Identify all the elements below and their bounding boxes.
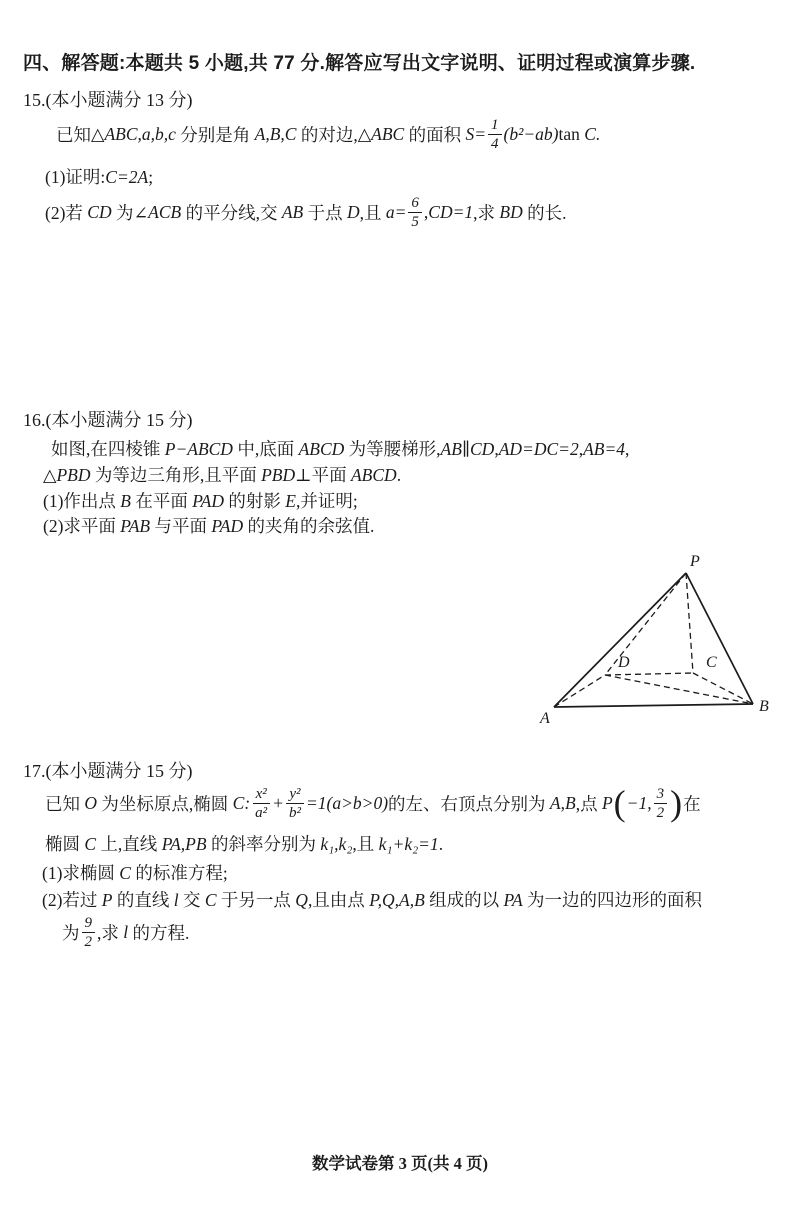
math-run: PBD xyxy=(261,465,296,485)
text-run: 如图,在四棱锥 xyxy=(51,439,165,459)
text-run: 椭圆 xyxy=(45,834,85,854)
text-run: 的左、右顶点分别为 xyxy=(388,793,550,814)
math-run: PAD xyxy=(211,516,244,536)
text-run: 中,底面 xyxy=(232,439,299,459)
text-run: ,点 xyxy=(575,793,602,814)
math-run: ACB xyxy=(148,201,182,222)
math-run: ABCD xyxy=(350,465,397,485)
text-run: (2)求平面 xyxy=(43,516,121,536)
problem-16-part2 xyxy=(43,513,374,538)
text-run: (1)求椭圆 xyxy=(42,863,120,883)
text-run: 已知 xyxy=(56,124,91,145)
math-run: a= xyxy=(385,201,407,222)
math-run: Q xyxy=(295,890,308,910)
text-run: 于另一点 xyxy=(216,890,296,910)
math-run: =1(a>b>0) xyxy=(305,792,389,813)
math-run: BD xyxy=(499,201,523,222)
text-run: 组成的以 xyxy=(424,890,504,910)
text-run: ,求 xyxy=(473,202,500,223)
math-run: AB∥CD xyxy=(440,439,495,459)
math-run: O xyxy=(84,792,98,813)
text-run: 的直线 xyxy=(112,890,174,910)
text-run: . xyxy=(396,465,402,485)
math-run: A,B xyxy=(549,792,576,813)
text-run: 与平面 xyxy=(150,516,212,536)
fraction xyxy=(252,785,270,822)
fraction-numerator: 3 xyxy=(654,785,668,804)
text-run: (2)若 xyxy=(45,202,88,223)
text-run: 已知 xyxy=(45,793,85,814)
math-run: C. xyxy=(584,123,601,144)
vertex-label-C: C xyxy=(706,654,717,671)
problem-16-heading: 16.(本小题满分 15 分) xyxy=(23,410,193,430)
vertex-label-D: D xyxy=(618,654,630,671)
problem-15-given xyxy=(56,110,600,158)
problem-17-part2 xyxy=(42,887,702,912)
text-run: 在 xyxy=(683,793,701,814)
math-run: (b²−ab) xyxy=(503,123,559,144)
text-run: , xyxy=(578,439,584,459)
page-footer: 数学试卷第 3 页(共 4 页) xyxy=(312,1154,488,1173)
text-run: 在平面 xyxy=(130,491,193,511)
pyramid-figure xyxy=(532,549,782,731)
section-header: 四、解答题:本题共 5 小题,共 77 分.解答应写出文字说明、证明过程或演算步骤. xyxy=(23,53,696,74)
math-run: AB=4 xyxy=(583,439,626,459)
math-run: C=2A xyxy=(105,167,149,187)
math-run: P xyxy=(601,792,613,813)
text-run: 的平分线,交 xyxy=(181,202,282,223)
math-run: PA,PB xyxy=(161,834,207,854)
text-run: 为一边的四边形的面积 xyxy=(522,890,703,910)
problem-17-given-2 xyxy=(45,831,443,856)
problem-17-part1 xyxy=(42,860,228,885)
problem-16-given-1 xyxy=(51,436,629,461)
fraction xyxy=(654,785,668,822)
text-run: 的对边, xyxy=(296,124,358,145)
text-run: , xyxy=(494,439,499,459)
math-run: P−ABCD xyxy=(164,439,233,459)
math-run: △ABC xyxy=(357,123,405,144)
text-run: 的射影 xyxy=(224,491,286,511)
text-run: 的标准方程; xyxy=(130,863,228,883)
text-run: 的方程. xyxy=(128,922,190,943)
math-run: −1, xyxy=(626,792,652,813)
vertex-label-B: B xyxy=(759,698,769,715)
text-run: 分别是角 xyxy=(175,124,255,145)
text-run: ,且由点 xyxy=(307,890,370,910)
fraction-denominator: a² xyxy=(255,804,268,821)
math-function: tan xyxy=(558,123,585,144)
problem-15-part2 xyxy=(45,188,567,236)
text-run: 为等腰梯形, xyxy=(344,439,441,459)
math-run: B xyxy=(120,491,131,511)
math-run: AD=DC=2 xyxy=(498,439,579,459)
fraction xyxy=(488,116,502,153)
edge-CB xyxy=(693,673,753,704)
fraction xyxy=(408,194,422,231)
text-run: 交 xyxy=(178,890,205,910)
fraction-denominator: 2 xyxy=(84,933,92,950)
text-run: ,且 xyxy=(352,834,379,854)
math-run: l xyxy=(123,921,129,942)
text-run: ,并证明; xyxy=(295,491,358,511)
text-run: , xyxy=(625,439,630,459)
math-run: k₁+k₂=1 xyxy=(378,834,439,854)
fraction-denominator: 2 xyxy=(656,804,665,821)
math-run: P xyxy=(101,890,113,910)
text-run: (1)证明: xyxy=(45,167,106,187)
fraction-numerator: x² xyxy=(253,785,270,804)
text-run: 为坐标原点,椭圆 xyxy=(97,793,233,814)
math-run: S= xyxy=(465,123,487,144)
fraction-denominator: 5 xyxy=(411,213,419,230)
problem-17-given-1: 已知 O 为坐标原点,椭圆 C: $\frac{\text{x²}}{\text{a²}}$ + $\frac{\text{y²}}{\text{b²}}$ =1(a>b>0) 的左、右顶点分别为 A,B ,点 P ( −1, $\frac{3}{2}$ ) 在 xyxy=(45,783,701,823)
fraction-numerator: y² xyxy=(286,785,303,804)
problem-15-heading: 15.(本小题满分 13 分) xyxy=(23,90,193,110)
text-run: 于点 xyxy=(303,202,347,223)
fraction xyxy=(286,785,304,822)
fraction-denominator: b² xyxy=(288,804,301,821)
text-run: ,且 xyxy=(359,202,386,223)
fraction-numerator: 6 xyxy=(408,194,422,213)
math-run: C xyxy=(119,863,131,883)
problem-15-part1 xyxy=(45,164,153,189)
math-run: E xyxy=(285,491,296,511)
math-run: CD=1 xyxy=(428,201,474,222)
math-run: CD xyxy=(87,201,112,222)
math-run: D xyxy=(346,201,360,222)
text-run: 为等边三角形,且平面 xyxy=(90,465,262,485)
fraction-numerator: 1 xyxy=(488,116,502,135)
edge-PB xyxy=(686,573,753,704)
text-run: 上,直线 xyxy=(96,834,162,854)
text-run: . xyxy=(438,834,444,854)
edge-PC xyxy=(686,573,693,673)
edge-AD xyxy=(554,675,605,707)
math-run: + xyxy=(272,792,284,813)
math-run: P,Q,A,B xyxy=(369,890,425,910)
math-run: A,B,C xyxy=(254,123,297,144)
text-run: (2)若过 xyxy=(42,890,102,910)
math-run: C xyxy=(84,834,97,854)
vertex-label-A: A xyxy=(540,710,550,727)
text-run: (1)作出点 xyxy=(43,491,121,511)
math-run: l xyxy=(173,890,179,910)
math-run: C: xyxy=(232,792,251,813)
vertex-label-P: P xyxy=(690,553,700,570)
diagonal-DB xyxy=(605,675,753,704)
fraction-numerator: 9 xyxy=(82,914,96,933)
text-run: , xyxy=(423,201,429,222)
math-run: PAB xyxy=(120,516,151,536)
text-run: 的夹角的余弦值. xyxy=(243,516,375,536)
problem-17-part2-cont xyxy=(62,910,189,954)
text-run: ,求 xyxy=(97,922,124,943)
text-run: 的长. xyxy=(522,202,567,223)
text-run: 的斜率分别为 xyxy=(206,834,321,854)
text-run: ; xyxy=(148,167,154,187)
math-run: ABCD xyxy=(298,439,345,459)
fraction-denominator: 4 xyxy=(491,135,499,152)
math-run: △ABC,a,b,c xyxy=(91,123,176,144)
problem-17-heading: 17.(本小题满分 15 分) xyxy=(23,761,193,781)
text-run: ⊥平面 xyxy=(295,465,351,485)
math-run: PAD xyxy=(192,491,224,511)
math-run: PA xyxy=(503,890,523,910)
fraction xyxy=(82,914,96,951)
edge-DC xyxy=(605,673,693,675)
math-run: C xyxy=(204,890,217,910)
math-run: AB xyxy=(281,201,304,222)
edge-AB xyxy=(554,704,753,707)
math-run: △PBD xyxy=(43,465,91,485)
problem-16-given-2 xyxy=(43,462,401,487)
problem-16-part1 xyxy=(43,488,358,513)
text-run: 的面积 xyxy=(404,124,466,145)
text-run: 为∠ xyxy=(111,202,149,223)
text-run: 为 xyxy=(62,922,80,943)
math-run: k₁,k₂ xyxy=(320,834,353,854)
